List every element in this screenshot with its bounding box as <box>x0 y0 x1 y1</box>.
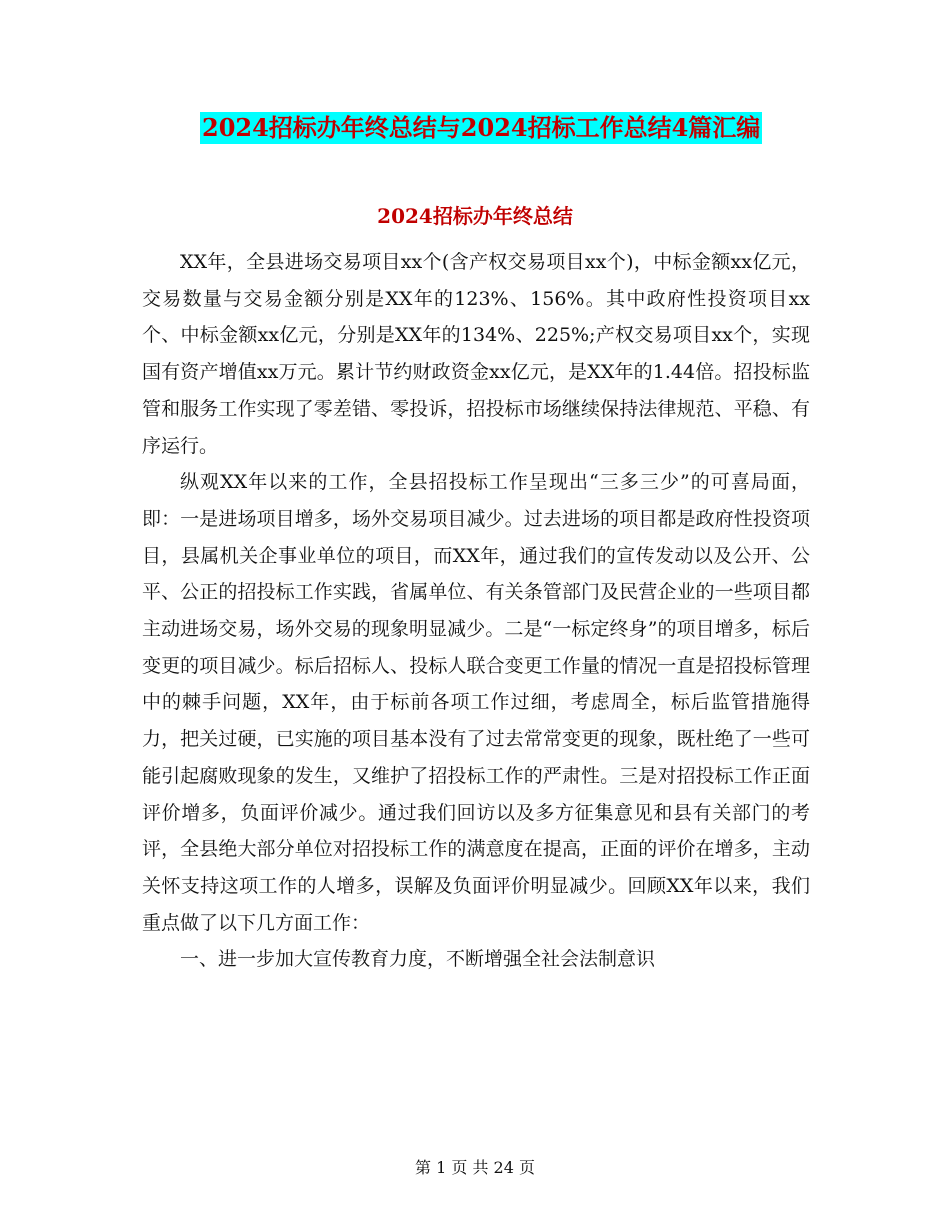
section-title: 2024招标办年终总结 <box>377 204 573 228</box>
paragraph-1: XX年，全县进场交易项目xx个(含产权交易项目xx个)，中标金额xx亿元，交易数量与交易金额分别是XX年的123%、156%。其中政府性投资项目xx个、中标金额xx亿元，分别是XX年的134%、225%;产权交易项目xx个，实现国有资产增值xx万元。累计节约财政资金xx亿元，是XX年的1.44倍。招投标监管和服务工作实现了零差错、零投诉，招投标市场继续保持法律规范、平稳、有序运行。 <box>142 251 810 457</box>
page-footer: 第 1 页 共 24 页 <box>415 1158 535 1177</box>
document-body <box>142 244 810 978</box>
document-title: 2024招标办年终总结与2024招标工作总结4篇汇编 <box>202 113 761 142</box>
paragraph-3: 一、进一步加大宣传教育力度，不断增强全社会法制意识 <box>180 948 656 971</box>
paragraph-2: 纵观XX年以来的工作，全县招投标工作呈现出“三多三少”的可喜局面，即：一是进场项目增多，场外交易项目减少。过去进场的项目都是政府性投资项目，县属机关企事业单位的项目，而XX年，通过我们的宣传发动以及公开、公平、公正的招投标工作实践，省属单位、有关条管部门及民营企业的一些项目都主动进场交易，场外交易的现象明显减少。二是“一标定终身”的项目增多，标后变更的项目减少。标后招标人、投标人联合变更工作量的情况一直是招投标管理中的棘手问题，XX年，由于标前各项工作过细，考虑周全，标后监管措施得力，把关过硬，已实施的项目基本没有了过去常常变更的现象，既杜绝了一些可能引起腐败现象的发生，又维护了招投标工作的严肃性。三是对招投标工作正面评价增多，负面评价减少。通过我们回访以及多方征集意见和县有关部门的考评，全县绝大部分单位对招投标工作的满意度在提高，正面的评价在增多，主动关怀支持这项工作的人增多，误解及负面评价明显减少。回顾XX年以来，我们重点做了以下几方面工作： <box>142 471 810 934</box>
